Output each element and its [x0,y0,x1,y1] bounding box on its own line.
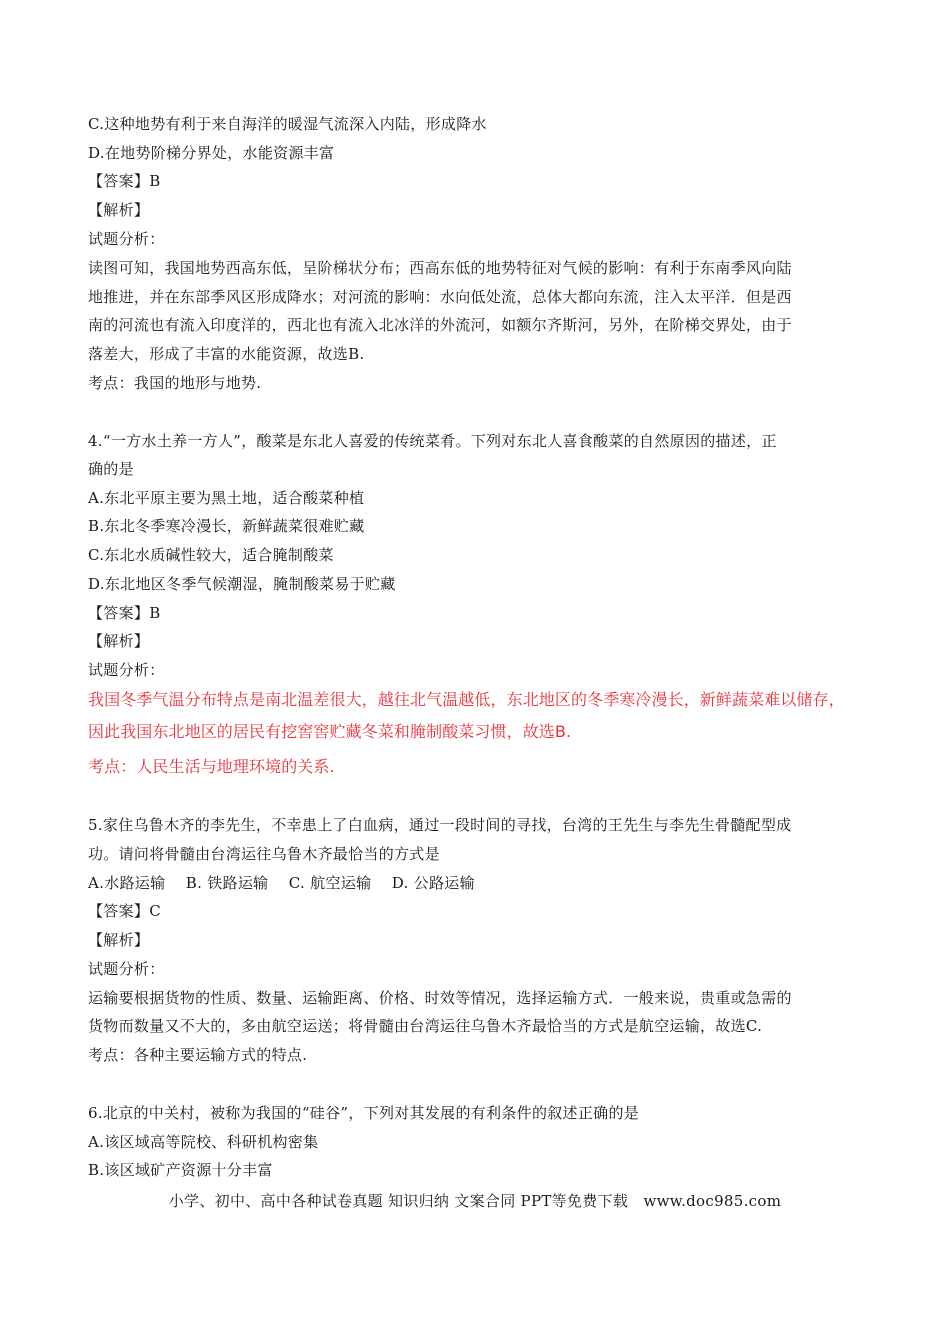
analysis-label-q5: 试题分析： [88,960,165,978]
option-a-q6: A.该区域高等院校、科研机构密集 [88,1133,319,1151]
answer-q3: 【答案】B [88,172,161,190]
analysis-text-q4: 因此我国东北地区的居民有挖窖窖贮藏冬菜和腌制酸菜习惯，故选B. [88,722,572,741]
option-c-q4: C.东北水质碱性较大，适合腌制酸菜 [88,546,334,564]
options-q5: A.水路运输 B. 铁路运输 C. 航空运输 D. 公路运输 [88,874,475,892]
page-footer: 小学、初中、高中各种试卷真题 知识归纳 文案合同 PPT等免费下载 www.doc985.com [168,1192,782,1210]
analysis-text-q3: 落差大，形成了丰富的水能资源，故选B. [88,345,365,363]
key-point-q4: 考点：人民生活与地理环境的关系. [88,757,335,776]
answer-q5: 【答案】C [88,902,161,920]
analysis-text-q3: 读图可知，我国地势西高东低，呈阶梯状分布；西高东低的地势特征对气候的影响：有利于东南季风向陆 [88,259,792,277]
option-b-q4: B.东北冬季寒冷漫长，新鲜蔬菜很难贮藏 [88,517,365,535]
answer-q4: 【答案】B [88,604,161,622]
analysis-label-q3: 试题分析： [88,230,165,248]
analysis-text-q4: 我国冬季气温分布特点是南北温差很大，越往北气温越低，东北地区的冬季寒冷漫长，新鲜蔬菜难以储存， [88,690,845,709]
analysis-label-q4: 试题分析： [88,661,165,679]
question-4: 确的是 [88,460,134,478]
option-c-q3: C.这种地势有利于来自海洋的暖湿气流深入内陆，形成降水 [88,115,487,133]
key-point-q3: 考点：我国的地形与地势. [88,374,262,392]
question-5: 功。请问将骨髓由台湾运往乌鲁木齐最恰当的方式是 [88,845,440,863]
analysis-heading-q4: 【解析】 [88,632,150,650]
analysis-text-q3: 南的河流也有流入印度洋的，西北也有流入北冰洋的外流河，如额尔齐斯河，另外，在阶梯交界处，由于 [88,316,792,334]
analysis-text-q3: 地推进，并在东部季风区形成降水；对河流的影响：水向低处流，总体大都向东流，注入太平洋．但是西 [88,288,792,306]
option-d-q4: D.东北地区冬季气候潮湿，腌制酸菜易于贮藏 [88,575,396,593]
question-6: 6.北京的中关村，被称为我国的“硅谷”，下列对其发展的有利条件的叙述正确的是 [88,1104,640,1122]
analysis-heading-q5: 【解析】 [88,931,150,949]
option-d-q3: D.在地势阶梯分界处，水能资源丰富 [88,144,335,162]
question-5: 5.家住乌鲁木齐的李先生，不幸患上了白血病，通过一段时间的寻找，台湾的王先生与李先生骨髓配型成 [88,816,792,834]
analysis-text-q5: 运输要根据货物的性质、数量、运输距离、价格、时效等情况，选择运输方式．一般来说，贵重或急需的 [88,989,792,1007]
analysis-heading-q3: 【解析】 [88,201,150,219]
analysis-text-q5: 货物而数量又不大的，多由航空运送；将骨髓由台湾运往乌鲁木齐最恰当的方式是航空运输，故选C. [88,1017,763,1035]
option-b-q6: B.该区域矿产资源十分丰富 [88,1161,273,1179]
option-a-q4: A.东北平原主要为黑土地，适合酸菜种植 [88,489,365,507]
question-4: 4.“一方水土养一方人”，酸菜是东北人喜爱的传统菜肴。下列对东北人喜食酸菜的自然原因的描述，正 [88,432,777,450]
key-point-q5: 考点：各种主要运输方式的特点. [88,1046,308,1064]
